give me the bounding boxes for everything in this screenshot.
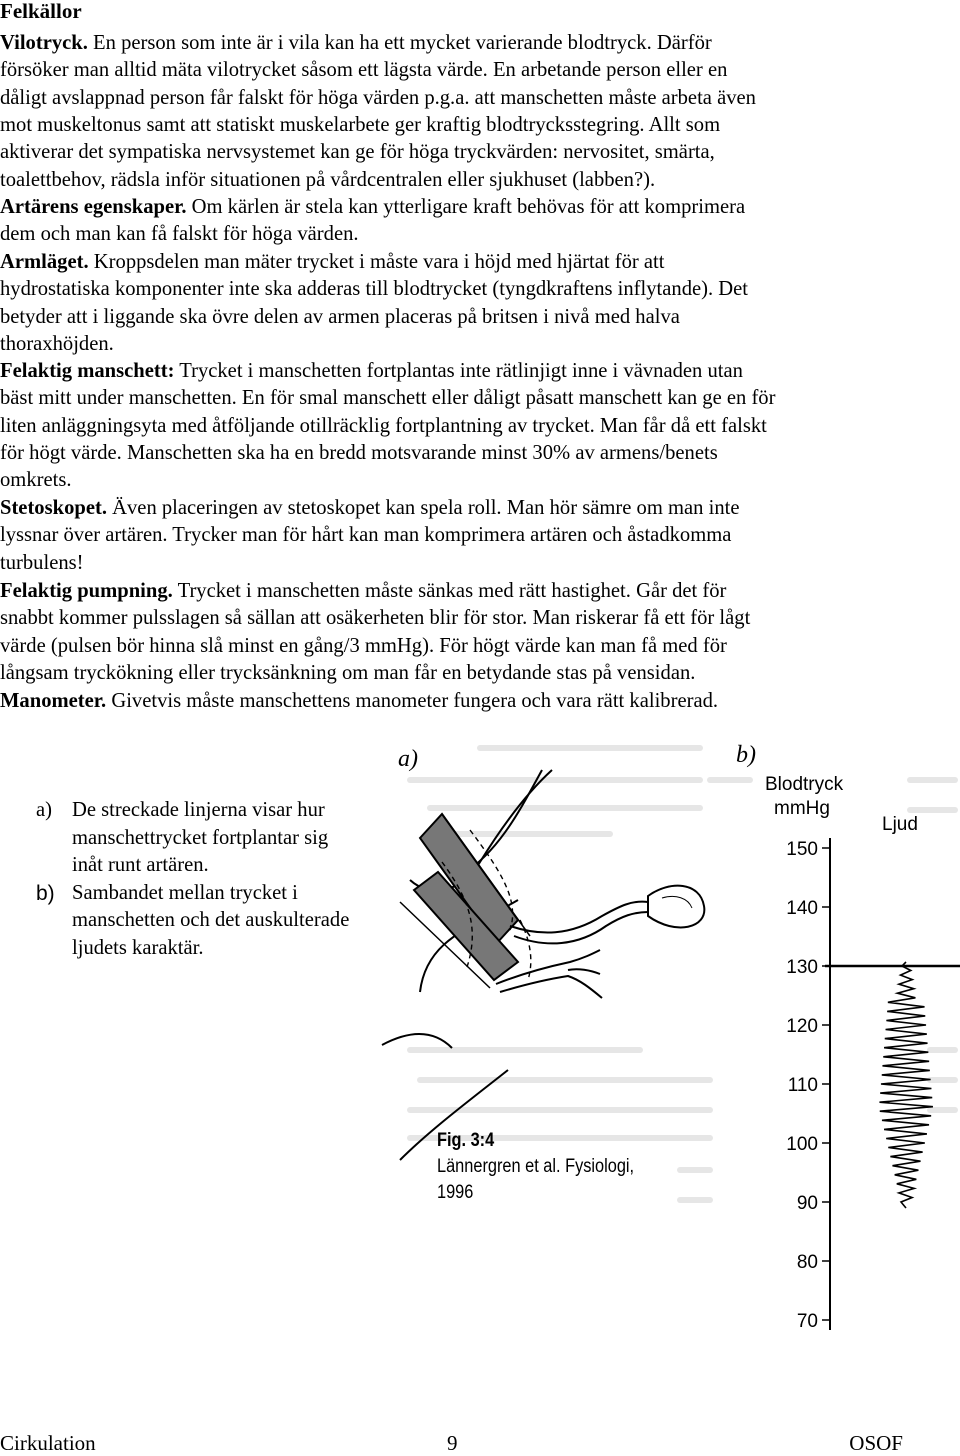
axis-tick-label: 100 bbox=[786, 1134, 818, 1155]
text-line: Kroppsdelen man mäter trycket i måste vara i höjd med hjärtat för att bbox=[88, 251, 665, 273]
text-line: turbulens! bbox=[0, 551, 84, 574]
axis-tick-label: 90 bbox=[796, 1193, 818, 1214]
text-line: dåligt avslappnad person får falskt för höga värden p.g.a. att manschetten måste arbeta även bbox=[0, 86, 756, 109]
text-line: betyder att i liggande ska övre delen av armen placeras på britsen i nivå med halva bbox=[0, 305, 680, 328]
paragraph-felaktig-pumpning bbox=[0, 578, 940, 687]
text-line: thoraxhöjden. bbox=[0, 333, 114, 356]
panel-b-label: b) bbox=[736, 742, 756, 768]
text-line: mot muskeltonus samt att statiskt muskelarbete ger kraftig blodtrycksstegring. Allt som bbox=[0, 114, 721, 137]
paragraph-armlaget bbox=[0, 249, 940, 358]
paragraph-stetoskopet bbox=[0, 495, 940, 577]
caption-text: De streckade linjerna visar hur manschettrycket fortplantar sig inåt runt artären. bbox=[72, 799, 329, 876]
caption-marker: b) bbox=[36, 881, 55, 905]
text-line: bäst mitt under manschetten. En för smal manschett eller dåligt påsatt manschett kan ge en för bbox=[0, 387, 776, 410]
axis-tick-label: 80 bbox=[796, 1252, 818, 1273]
paragraph-lead: Artärens egenskaper. bbox=[0, 196, 187, 218]
axis-tick-label: 140 bbox=[786, 898, 818, 919]
text-line: för högt värde. Manschetten ska ha en bredd motsvarande minst 30% av armens/benets bbox=[0, 442, 718, 465]
sound-label: Ljud bbox=[882, 814, 918, 835]
figure-number: Fig. 3:4 bbox=[437, 1130, 495, 1151]
axis-tick-label: 120 bbox=[786, 1016, 818, 1037]
paragraph-lead: Felaktig manschett: bbox=[0, 360, 175, 382]
text-line: Trycket i manschetten fortplantas inte rätlinjigt inne i vävnaden utan bbox=[174, 360, 743, 382]
figure-blood-pressure bbox=[370, 730, 960, 1340]
page-number: 9 bbox=[447, 1431, 458, 1455]
text-line: hydrostatiska komponenter inte ska adderas till blodtrycket (tyngdkraftens inflytande). Det bbox=[0, 278, 749, 301]
axis-tick-label: 110 bbox=[787, 1075, 818, 1096]
text-line: En person som inte är i vila kan ha ett mycket varierande blodtryck. Därför bbox=[87, 32, 712, 54]
text-line: liten anläggningsyta med åtföljande otillräcklig fortplantning av trycket. Man får då ett falskt bbox=[0, 414, 767, 437]
panel-a-label: a) bbox=[398, 746, 418, 772]
paragraph-lead: Manometer. bbox=[0, 690, 107, 712]
paragraph-felaktig-manschett bbox=[0, 358, 940, 495]
figure-source-line: Lännergren et al. Fysiologi, bbox=[437, 1156, 635, 1177]
axis-title-line1: Blodtryck bbox=[765, 774, 844, 795]
footer-right: OSOF bbox=[849, 1431, 903, 1455]
paragraph-lead: Felaktig pumpning. bbox=[0, 580, 173, 602]
paragraph-lead: Stetoskopet. bbox=[0, 497, 107, 519]
caption-item-a bbox=[36, 797, 356, 880]
text-line: försöker man alltid mäta vilotrycket såsom ett lägsta värde. En arbetande person eller en bbox=[0, 59, 728, 82]
section-heading: Felkällor bbox=[0, 0, 82, 23]
text-line: Om kärlen är stela kan ytterligare kraft behövas för att komprimera bbox=[186, 196, 746, 218]
text-line: värde (pulsen bör hinna slå minst en gång/3 mmHg). För högt värde kan man få med för bbox=[0, 634, 727, 657]
figure-source-line: 1996 bbox=[437, 1182, 474, 1203]
caption-marker: a) bbox=[36, 799, 52, 821]
axis-title-line2: mmHg bbox=[774, 798, 830, 819]
axis-tick-label: 70 bbox=[796, 1311, 818, 1332]
pump-bulb-icon bbox=[648, 886, 704, 928]
text-line: långsam tryckökning eller trycksänkning om man får en betydande stas på vensidan. bbox=[0, 662, 696, 685]
text-line: Givetvis måste manschettens manometer fungera och vara rätt kalibrerad. bbox=[106, 690, 719, 712]
caption-item-b bbox=[36, 880, 356, 963]
text-line: lyssnar över artären. Trycker man för hårt kan man komprimera artären och åstadkomma bbox=[0, 524, 732, 547]
axis-tick-label: 150 bbox=[786, 839, 818, 860]
figure-credit bbox=[437, 1128, 652, 1206]
paragraph-lead: Armläget. bbox=[0, 251, 89, 273]
paragraph-vilotryck bbox=[0, 30, 940, 194]
text-line: Trycket i manschetten måste sänkas med rätt hastighet. Går det för bbox=[172, 580, 727, 602]
paragraph-artarens-egenskaper bbox=[0, 194, 940, 249]
page-footer bbox=[0, 1430, 960, 1456]
footer-left: Cirkulation bbox=[0, 1431, 96, 1455]
text-line: snabbt kommer pulsslagen så sällan att osäkerheten blir för stor. Man riskerar få ett för lågt bbox=[0, 607, 751, 630]
paragraph-manometer bbox=[0, 688, 940, 715]
text-line: toalettbehov, rädsla inför situationen på vårdcentralen eller sjukhuset (labben?). bbox=[0, 168, 656, 191]
axis-tick-label: 130 bbox=[786, 957, 818, 978]
text-line: dem och man kan få falskt för höga värden. bbox=[0, 223, 359, 246]
text-line: Även placeringen av stetoskopet kan spela roll. Man hör sämre om man inte bbox=[106, 497, 740, 519]
paragraph-lead: Vilotryck. bbox=[0, 32, 88, 54]
text-line: omkrets. bbox=[0, 469, 72, 492]
text-line: aktiverar det sympatiska nervsystemet kan ge för höga tryckvärden: nervositet, smärta, bbox=[0, 141, 715, 164]
figure-caption-list bbox=[36, 797, 356, 962]
caption-text: Sambandet mellan trycket i manschetten och det auskulterade ljudets karaktär. bbox=[72, 881, 350, 959]
figure-illustration bbox=[370, 730, 960, 1340]
